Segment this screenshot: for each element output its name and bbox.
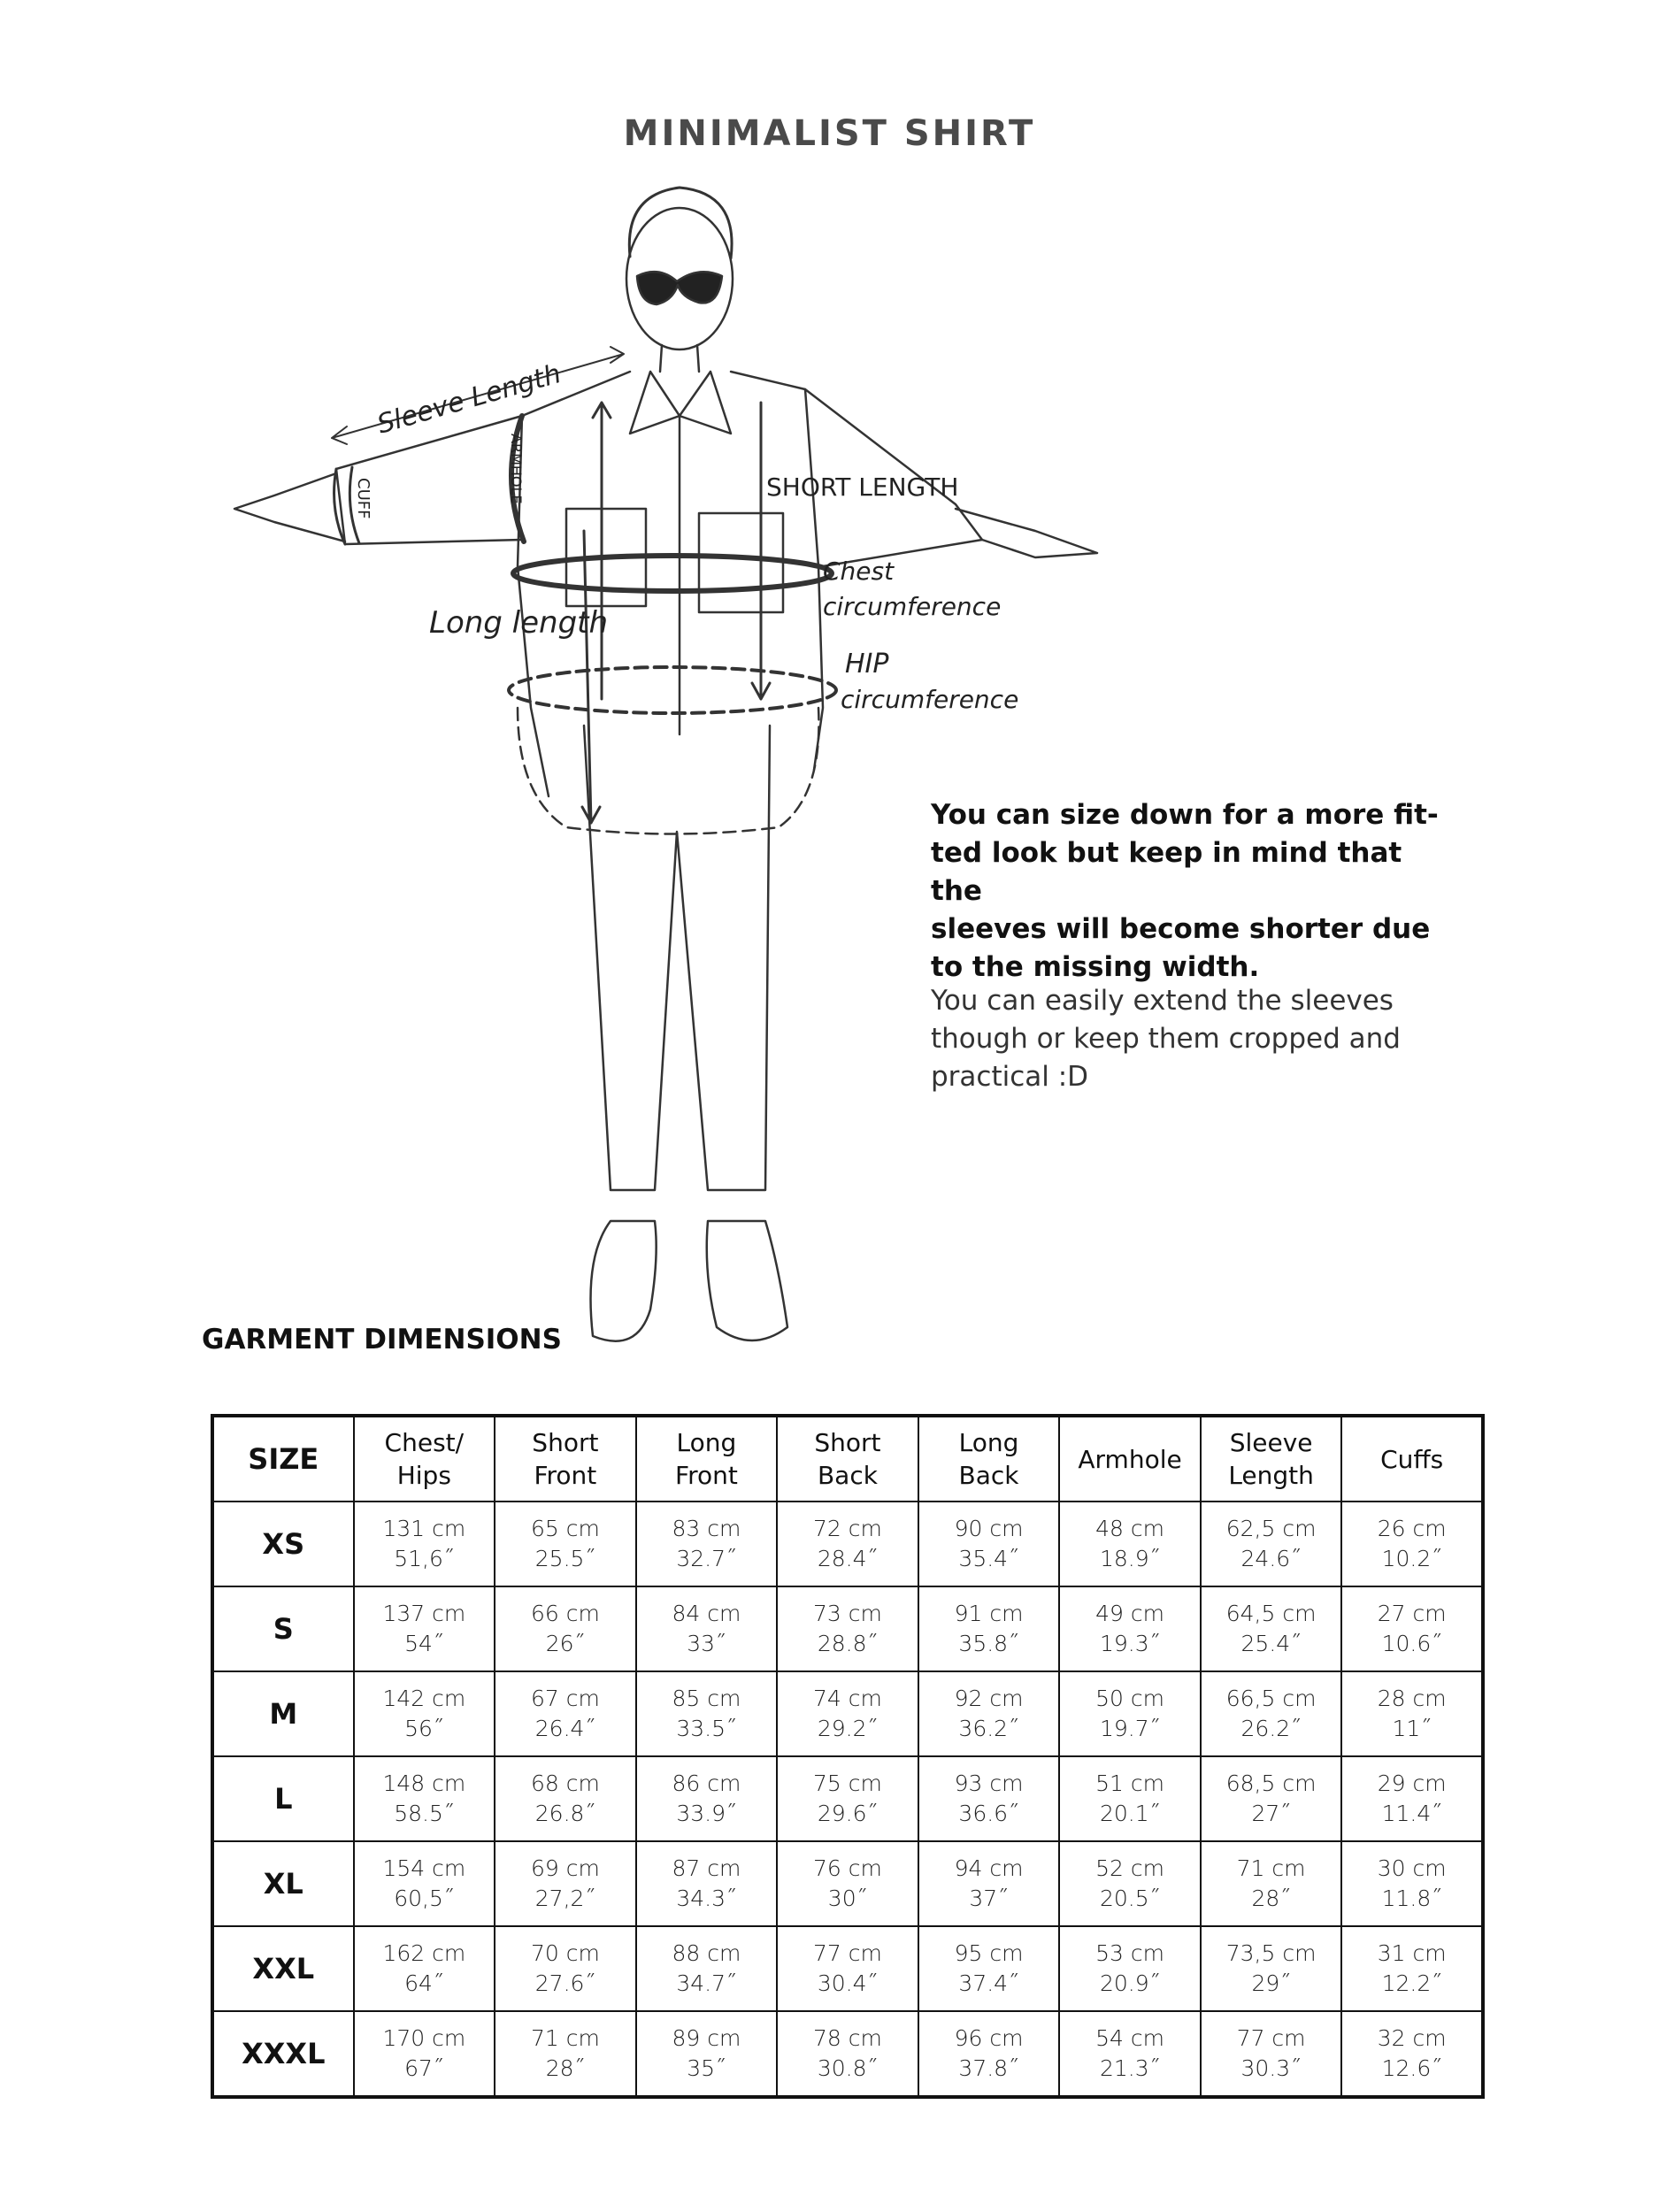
- measurement-cm: 77 cm: [813, 1939, 882, 1966]
- column-header-size: [212, 1416, 354, 1502]
- measurement-inch: 28˝: [545, 2055, 586, 2081]
- column-header: [354, 1416, 495, 1502]
- measurement-cell: [354, 1926, 495, 2011]
- measurement-inch: 30˝: [827, 1885, 868, 1911]
- measurement-cell: [354, 1841, 495, 1926]
- shirt-pocket-right: [699, 513, 783, 612]
- measurement-inch: 27.6˝: [534, 1970, 595, 1996]
- measurement-cell: [636, 1671, 778, 1756]
- measurement-cell: [636, 1926, 778, 2011]
- column-header: [1201, 1416, 1342, 1502]
- armhole-label: ARMHOLE: [508, 434, 525, 504]
- measurement-inch: 19.7˝: [1099, 1715, 1161, 1741]
- column-header-label: Cuffs: [1380, 1444, 1444, 1474]
- measurement-cell: [1341, 2011, 1483, 2097]
- measurement-cm: 142 cm: [382, 1685, 466, 1711]
- measurement-inch: 20.9˝: [1099, 1970, 1161, 1996]
- measurement-cell: [1341, 1841, 1483, 1926]
- measurement-inch: 11˝: [1392, 1715, 1432, 1741]
- measurement-cm: 72 cm: [813, 1515, 882, 1541]
- measurement-inch: 35.8˝: [958, 1630, 1019, 1656]
- measurement-cm: 73,5 cm: [1225, 1939, 1317, 1966]
- measurement-inch: 26.8˝: [534, 1800, 595, 1826]
- measurement-cm: 49 cm: [1095, 1600, 1164, 1626]
- table-body: [212, 1502, 1483, 2097]
- measurement-cm: 27 cm: [1377, 1600, 1447, 1626]
- measurement-cm: 88 cm: [672, 1939, 741, 1966]
- column-header-label: Long: [958, 1428, 1019, 1457]
- measurement-cm: 68,5 cm: [1225, 1770, 1317, 1796]
- measurement-inch: 26.4˝: [534, 1715, 595, 1741]
- table-row: [212, 1502, 1483, 1586]
- measurement-cm: 162 cm: [382, 1939, 466, 1966]
- figure-hand-left: [234, 473, 345, 541]
- measurement-cell: [1201, 1671, 1342, 1756]
- column-header-label: Front: [675, 1461, 738, 1490]
- measurement-inch: 36.6˝: [958, 1800, 1019, 1826]
- measurement-cm: 148 cm: [382, 1770, 466, 1796]
- measurement-cell: [354, 1502, 495, 1586]
- measurement-inch: 12.6˝: [1381, 2055, 1442, 2081]
- column-header-label: Chest/: [384, 1428, 465, 1457]
- measurement-cell: [495, 1502, 636, 1586]
- column-header-label: Hips: [396, 1461, 451, 1490]
- measurement-inch: 30.8˝: [817, 2055, 879, 2081]
- measurement-cm: 84 cm: [672, 1600, 741, 1626]
- measurement-cell: [1201, 1586, 1342, 1671]
- size-label-cell: S: [212, 1586, 354, 1671]
- measurement-cm: 94 cm: [954, 1855, 1024, 1881]
- column-header-label: Short: [532, 1428, 599, 1457]
- column-header-label: Armhole: [1078, 1444, 1182, 1474]
- shirt-long-hem: [518, 708, 818, 834]
- short-length-label: SHORT LENGTH: [766, 472, 959, 502]
- measurement-cell: [354, 1586, 495, 1671]
- measurement-cell: [495, 1926, 636, 2011]
- measurement-cm: 89 cm: [672, 2024, 741, 2051]
- measurement-cell: [918, 1502, 1060, 1586]
- measurement-cell: [354, 2011, 495, 2097]
- measurement-inch: 18.9˝: [1099, 1545, 1161, 1571]
- chest-label-line1: Chest: [823, 557, 895, 586]
- measurement-cm: 93 cm: [954, 1770, 1024, 1796]
- measurement-cm: 75 cm: [813, 1770, 882, 1796]
- measurement-inch: 58.5˝: [394, 1800, 455, 1826]
- measurement-inch: 35˝: [687, 2055, 726, 2081]
- measurement-cm: 67 cm: [530, 1685, 600, 1711]
- measurement-cell: [1341, 1502, 1483, 1586]
- measurement-cm: 26 cm: [1377, 1515, 1447, 1541]
- measurement-cm: 62,5 cm: [1225, 1515, 1317, 1541]
- table-header-row: [212, 1416, 1483, 1502]
- size-label-cell: M: [212, 1671, 354, 1756]
- column-header: [918, 1416, 1060, 1502]
- measurement-inch: 36.2˝: [958, 1715, 1019, 1741]
- measurement-cell: [777, 1841, 918, 1926]
- measurement-inch: 19.3˝: [1099, 1630, 1161, 1656]
- measurement-inch: 32.7˝: [676, 1545, 737, 1571]
- table-row: [212, 1586, 1483, 1671]
- figure-hair: [629, 188, 732, 258]
- column-header-label: Front: [534, 1461, 597, 1490]
- measurement-cell: [1341, 1926, 1483, 2011]
- measurement-cm: 66,5 cm: [1225, 1685, 1317, 1711]
- measurement-cell: [777, 1756, 918, 1841]
- hip-label-line2: circumference: [841, 685, 1019, 714]
- measurement-cm: 52 cm: [1095, 1855, 1164, 1881]
- short-length-arrow: [593, 403, 770, 699]
- measurement-cm: 77 cm: [1236, 2024, 1306, 2051]
- measurement-cell: [777, 1671, 918, 1756]
- measurement-cm: 66 cm: [530, 1600, 600, 1626]
- measurement-cm: 170 cm: [382, 2024, 466, 2051]
- sizing-note-bold-line: to the missing width.: [931, 951, 1260, 983]
- measurement-cm: 53 cm: [1095, 1939, 1164, 1966]
- measurement-inch: 64˝: [404, 1970, 444, 1996]
- measurement-cell: [354, 1671, 495, 1756]
- measurement-inch: 30.4˝: [817, 1970, 879, 1996]
- measurement-cm: 68 cm: [530, 1770, 600, 1796]
- measurement-cell: [1201, 2011, 1342, 2097]
- measurement-inch: 29.6˝: [817, 1800, 879, 1826]
- measurement-inch: 51,6˝: [394, 1545, 455, 1571]
- measurement-cm: 78 cm: [813, 2024, 882, 2051]
- sizing-note-light: [931, 982, 1462, 1096]
- measurement-cell: [1059, 1926, 1201, 2011]
- measurement-cell: [777, 1926, 918, 2011]
- measurement-cm: 54 cm: [1095, 2024, 1164, 2051]
- measurement-inch: 30.3˝: [1240, 2055, 1302, 2081]
- long-length-label: Long length: [429, 605, 609, 641]
- measurement-cm: 70 cm: [530, 1939, 600, 1966]
- measurement-inch: 11.4˝: [1381, 1800, 1442, 1826]
- size-label-cell: XS: [212, 1502, 354, 1586]
- measurement-inch: 10.6˝: [1381, 1630, 1442, 1656]
- measurement-cell: [1059, 2011, 1201, 2097]
- sizing-note-bold-line: sleeves will become shorter due: [931, 913, 1431, 945]
- measurement-cell: [1201, 1756, 1342, 1841]
- column-header: [1341, 1416, 1483, 1502]
- measurement-inch: 37˝: [969, 1885, 1009, 1911]
- chest-label-line2: circumference: [823, 592, 1002, 621]
- sizing-note-bold: [931, 796, 1462, 987]
- table-row: [212, 1841, 1483, 1926]
- measurement-cm: 95 cm: [954, 1939, 1024, 1966]
- measurement-cell: [1059, 1502, 1201, 1586]
- measurement-cell: [918, 1671, 1060, 1756]
- sleeve-length-label: Sleeve Length: [373, 358, 565, 441]
- figure-sunglasses: [637, 272, 722, 304]
- measurement-cm: 29 cm: [1377, 1770, 1447, 1796]
- measurement-cm: 92 cm: [954, 1685, 1024, 1711]
- table-row: [212, 1926, 1483, 2011]
- measurement-cm: 30 cm: [1377, 1855, 1447, 1881]
- measurement-cm: 74 cm: [813, 1685, 882, 1711]
- page-title: MINIMALIST SHIRT: [623, 113, 1036, 154]
- column-header: [1059, 1416, 1201, 1502]
- measurement-cell: [495, 1841, 636, 1926]
- measurement-cell: [1059, 1671, 1201, 1756]
- measurement-cm: 48 cm: [1095, 1515, 1164, 1541]
- measurement-inch: 28˝: [1251, 1885, 1291, 1911]
- measurement-cm: 90 cm: [954, 1515, 1024, 1541]
- measurement-cell: [777, 2011, 918, 2097]
- measurement-cell: [918, 1926, 1060, 2011]
- measurement-cm: 51 cm: [1095, 1770, 1164, 1796]
- measurement-inch: 26.2˝: [1240, 1715, 1302, 1741]
- measurement-cell: [918, 2011, 1060, 2097]
- measurement-cell: [636, 1841, 778, 1926]
- measurement-inch: 25.5˝: [534, 1545, 595, 1571]
- column-header-label: SIZE: [248, 1441, 319, 1476]
- measurement-cell: [495, 1756, 636, 1841]
- size-label-cell: L: [212, 1756, 354, 1841]
- measurement-inch: 54˝: [404, 1630, 444, 1656]
- column-header: [777, 1416, 918, 1502]
- measurement-inch: 35.4˝: [958, 1545, 1019, 1571]
- measurement-cell: [1201, 1502, 1342, 1586]
- measurement-inch: 37.4˝: [958, 1970, 1019, 1996]
- column-header: [495, 1416, 636, 1502]
- garment-dimensions-table: [211, 1414, 1485, 2099]
- long-length-arrow: [582, 531, 600, 823]
- measurement-cm: 65 cm: [530, 1515, 600, 1541]
- measurement-cm: 87 cm: [672, 1855, 741, 1881]
- measurement-inch: 37.8˝: [958, 2055, 1019, 2081]
- measurement-cell: [1341, 1671, 1483, 1756]
- table-row: [212, 1756, 1483, 1841]
- column-header-label: Length: [1228, 1461, 1314, 1490]
- column-header-label: Long: [676, 1428, 737, 1457]
- measurement-cm: 96 cm: [954, 2024, 1024, 2051]
- measurement-inch: 33.9˝: [676, 1800, 737, 1826]
- measurement-cell: [1059, 1586, 1201, 1671]
- measurement-cell: [918, 1586, 1060, 1671]
- measurement-inch: 25.4˝: [1240, 1630, 1302, 1656]
- measurement-cm: 31 cm: [1377, 1939, 1447, 1966]
- measurement-cell: [1059, 1756, 1201, 1841]
- measurement-inch: 12.2˝: [1381, 1970, 1442, 1996]
- measurement-cm: 71 cm: [530, 2024, 600, 2051]
- hip-circumference-mark: [509, 667, 836, 713]
- measurement-cell: [918, 1841, 1060, 1926]
- figure-pants: [584, 726, 770, 1190]
- measurement-inch: 26˝: [545, 1630, 586, 1656]
- sizing-note-bold-line: ted look but keep in mind that the: [931, 837, 1402, 907]
- measurement-cm: 86 cm: [672, 1770, 741, 1796]
- measurement-inch: 20.1˝: [1099, 1800, 1161, 1826]
- column-header-label: Back: [958, 1461, 1019, 1490]
- table-row: [212, 2011, 1483, 2097]
- measurement-inch: 10.2˝: [1381, 1545, 1442, 1571]
- hip-label-line1: HIP: [845, 649, 889, 680]
- measurement-inch: 11.8˝: [1381, 1885, 1442, 1911]
- garment-dimensions-heading: GARMENT DIMENSIONS: [202, 1324, 562, 1356]
- table-row: [212, 1671, 1483, 1756]
- column-header-label: Short: [814, 1428, 881, 1457]
- measurement-cell: [495, 2011, 636, 2097]
- measurement-cm: 83 cm: [672, 1515, 741, 1541]
- measurement-cell: [636, 2011, 778, 2097]
- cuff-label: CUFF: [354, 478, 373, 519]
- measurement-inch: 34.7˝: [676, 1970, 737, 1996]
- measurement-inch: 28.4˝: [817, 1545, 879, 1571]
- measurement-inch: 29.2˝: [817, 1715, 879, 1741]
- measurement-cell: [918, 1756, 1060, 1841]
- measurement-cm: 32 cm: [1377, 2024, 1447, 2051]
- column-header: [636, 1416, 778, 1502]
- measurement-inch: 27,2˝: [534, 1885, 595, 1911]
- sizing-note-light-line: You can easily extend the sleeves: [931, 985, 1394, 1017]
- size-label-cell: XL: [212, 1841, 354, 1926]
- measurement-inch: 60,5˝: [394, 1885, 455, 1911]
- figure-shoe-left: [591, 1221, 657, 1341]
- measurement-cm: 131 cm: [382, 1515, 466, 1541]
- measurement-cm: 50 cm: [1095, 1685, 1164, 1711]
- measurement-cm: 73 cm: [813, 1600, 882, 1626]
- measurement-cell: [636, 1586, 778, 1671]
- sizing-note-light-line: though or keep them cropped and: [931, 1023, 1401, 1055]
- measurement-inch: 67˝: [404, 2055, 444, 2081]
- measurement-cm: 71 cm: [1236, 1855, 1306, 1881]
- measurement-inch: 33.5˝: [676, 1715, 737, 1741]
- measurement-cell: [636, 1756, 778, 1841]
- column-header-label: Sleeve: [1229, 1428, 1313, 1457]
- measurement-inch: 34.3˝: [676, 1885, 737, 1911]
- measurement-inch: 24.6˝: [1240, 1545, 1302, 1571]
- measurement-inch: 28.8˝: [817, 1630, 879, 1656]
- measurement-inch: 33˝: [687, 1630, 726, 1656]
- figure-shoe-right: [707, 1221, 787, 1340]
- measurement-cm: 76 cm: [813, 1855, 882, 1881]
- measurement-cm: 64,5 cm: [1225, 1600, 1317, 1626]
- sizing-note-light-line: practical :D: [931, 1061, 1089, 1093]
- measurement-inch: 29˝: [1251, 1970, 1291, 1996]
- measurement-cm: 154 cm: [382, 1855, 466, 1881]
- measurement-cell: [636, 1502, 778, 1586]
- column-header-label: Back: [817, 1461, 878, 1490]
- size-label-cell: XXL: [212, 1926, 354, 2011]
- measurement-cm: 137 cm: [382, 1600, 466, 1626]
- measurement-inch: 20.5˝: [1099, 1885, 1161, 1911]
- measurement-inch: 21.3˝: [1099, 2055, 1161, 2081]
- measurement-cell: [1059, 1841, 1201, 1926]
- measurement-cm: 85 cm: [672, 1685, 741, 1711]
- measurement-cell: [1341, 1586, 1483, 1671]
- measurement-cell: [495, 1586, 636, 1671]
- measurement-cell: [495, 1671, 636, 1756]
- measurement-inch: 56˝: [404, 1715, 444, 1741]
- measurement-cm: 28 cm: [1377, 1685, 1447, 1711]
- measurement-cell: [1201, 1841, 1342, 1926]
- measurement-cell: [777, 1586, 918, 1671]
- size-label-cell: XXXL: [212, 2011, 354, 2097]
- measurement-cell: [777, 1502, 918, 1586]
- measurement-cm: 69 cm: [530, 1855, 600, 1881]
- measurement-cell: [1201, 1926, 1342, 2011]
- measurement-cell: [354, 1756, 495, 1841]
- measurement-inch: 27˝: [1251, 1800, 1291, 1826]
- measurement-cm: 91 cm: [954, 1600, 1024, 1626]
- measurement-cell: [1341, 1756, 1483, 1841]
- sizing-note-bold-line: You can size down for a more fit-: [931, 799, 1439, 831]
